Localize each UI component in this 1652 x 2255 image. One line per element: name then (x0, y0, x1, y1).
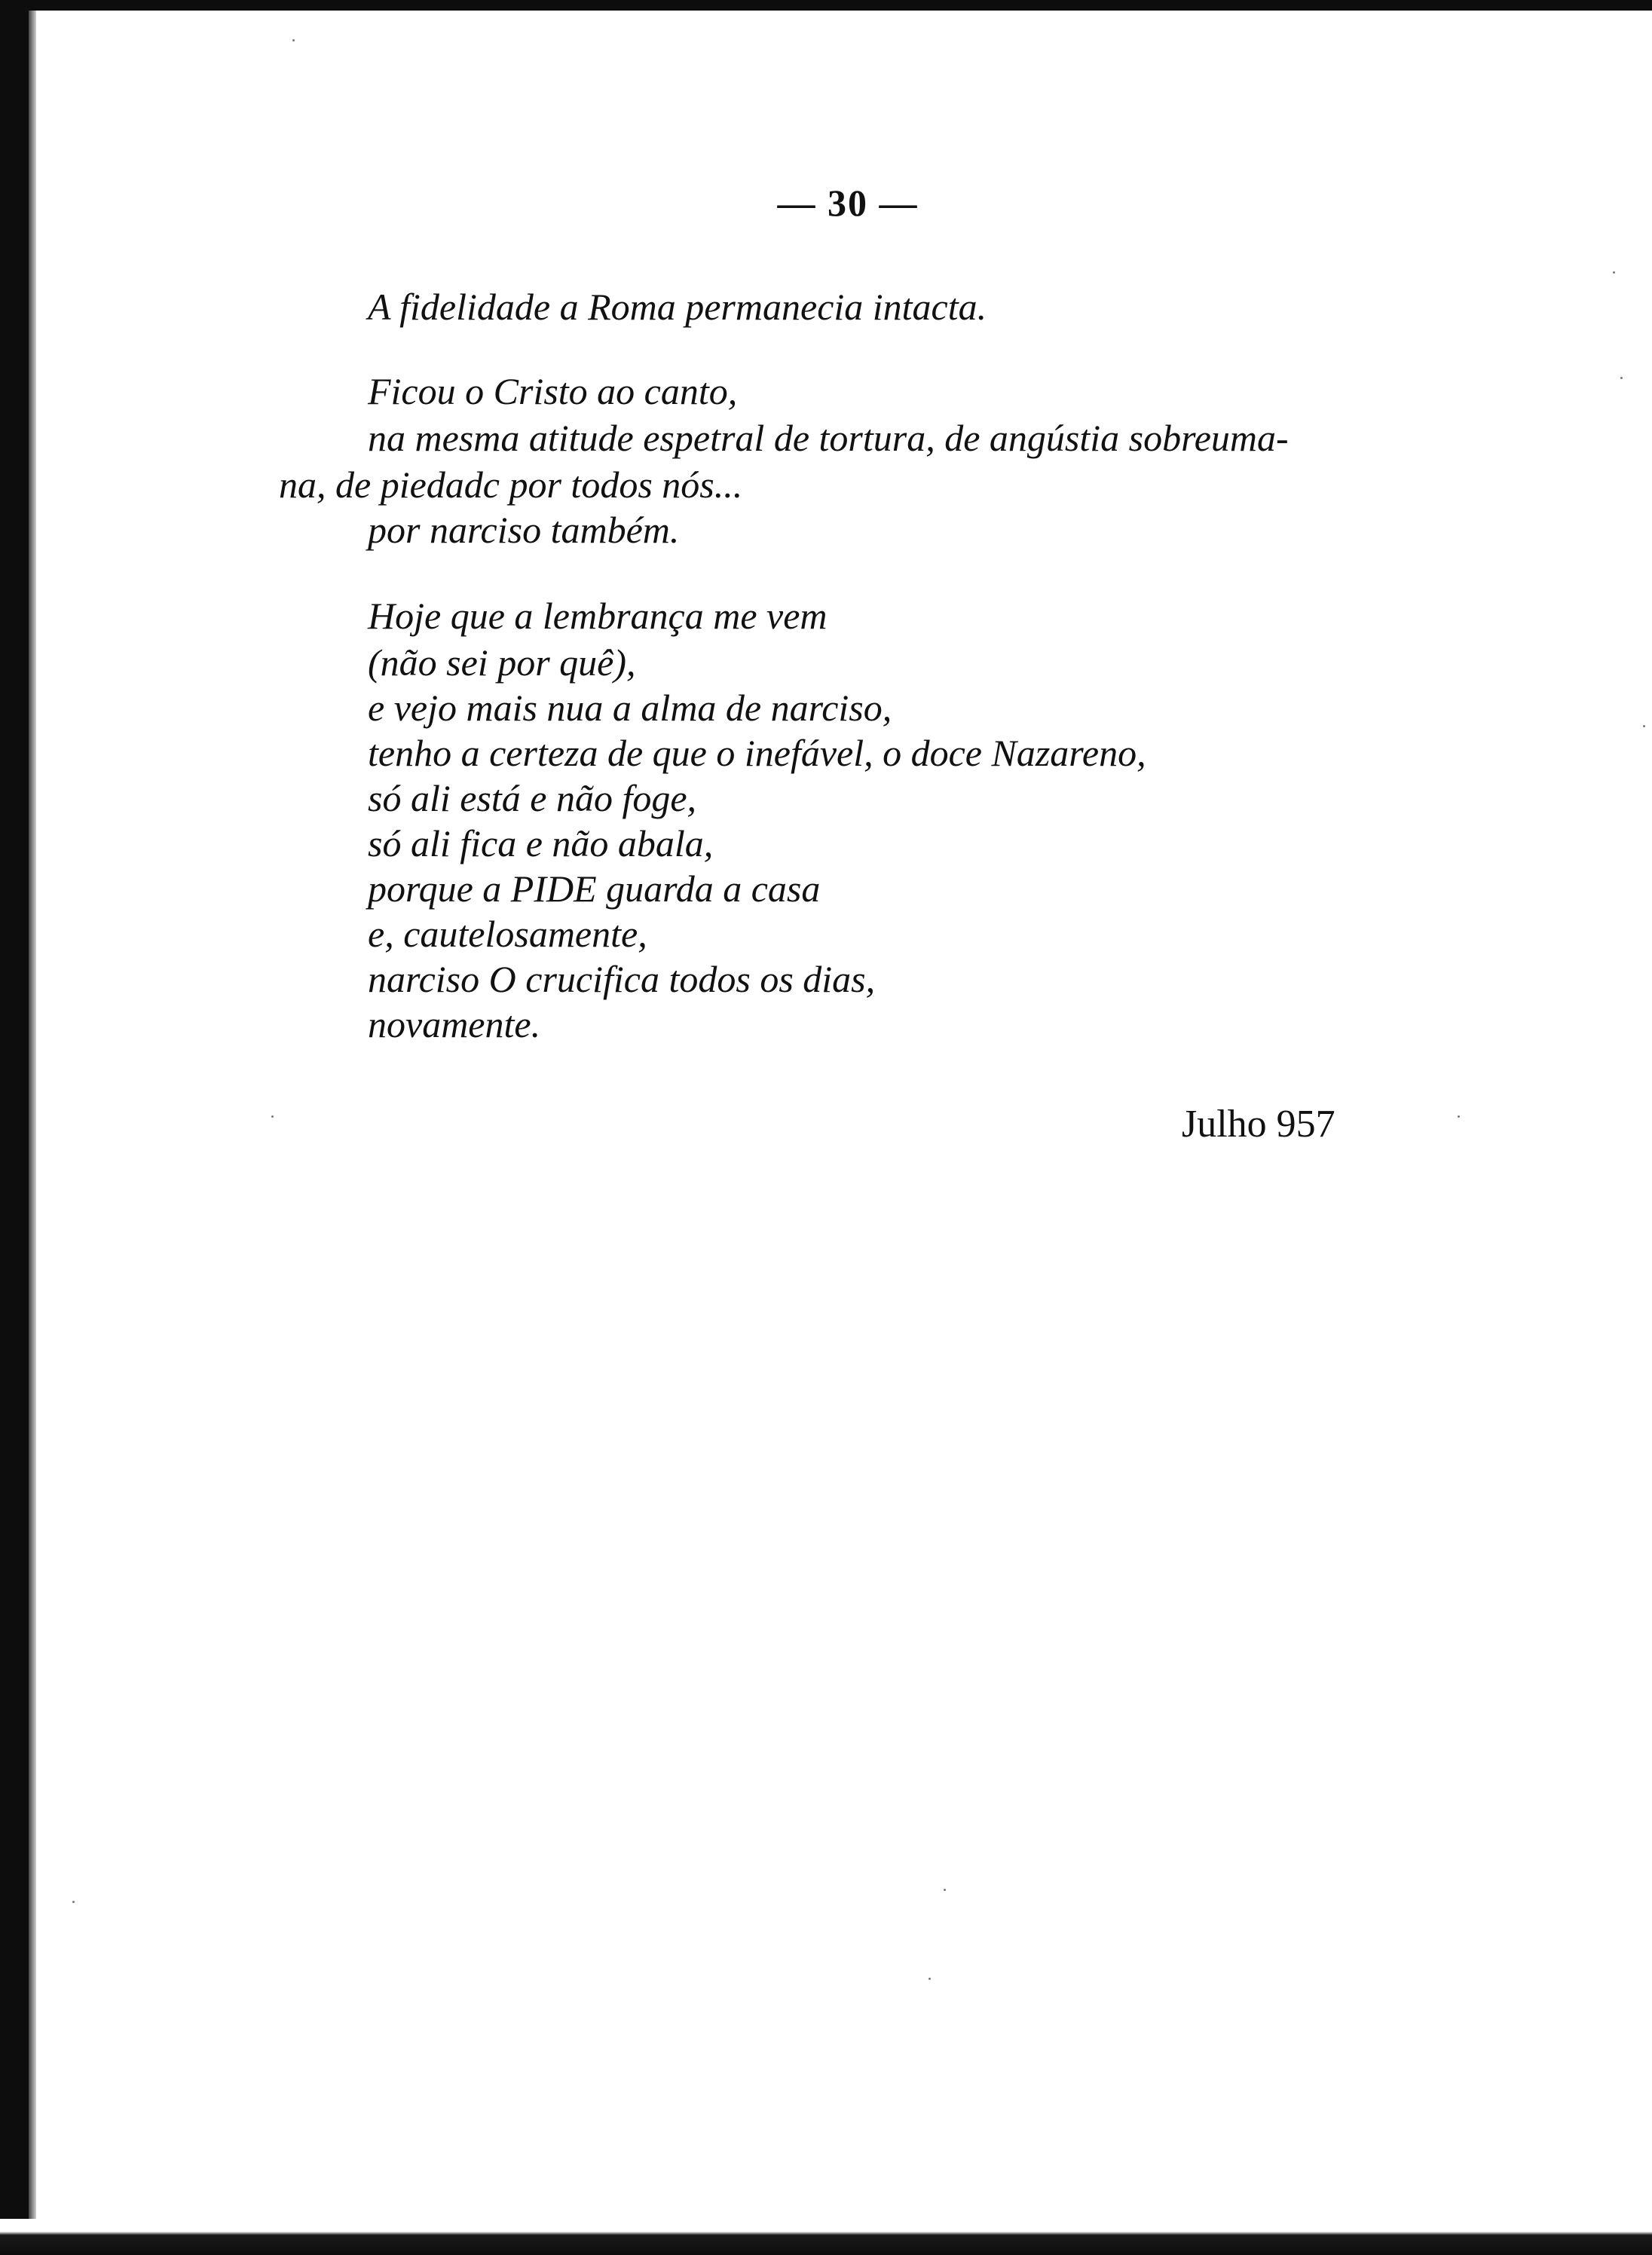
scan-border-top (0, 0, 1652, 11)
page-number: — 30 — (777, 182, 919, 224)
scan-speck (928, 1978, 931, 1980)
scan-border-left (0, 0, 29, 2255)
poem-line: tenho a certeza de que o inefável, o doce Nazareno, (368, 732, 1146, 774)
scan-speck (1643, 725, 1645, 727)
scan-speck (1620, 377, 1623, 379)
scan-gutter-shadow (29, 11, 36, 2226)
poem-line: (não sei por quê), (368, 641, 636, 684)
poem-line: narciso O crucifica todos os dias, (368, 958, 876, 1000)
poem-line: Hoje que a lembrança me vem (368, 595, 828, 637)
scan-border-bottom (0, 2219, 1652, 2255)
signoff-date: Julho 957 (1182, 1103, 1335, 1146)
poem-line: porque a PIDE guarda a casa (368, 867, 821, 910)
scan-speck (1613, 271, 1615, 274)
poem-line: Ficou o Cristo ao canto, (368, 370, 738, 412)
scan-speck (271, 1115, 274, 1118)
poem-line: só ali fica e não abala, (368, 822, 714, 864)
poem-line: e vejo mais nua a alma de narciso, (368, 687, 892, 729)
scan-speck (1458, 1115, 1460, 1118)
scan-speck (292, 39, 295, 41)
poem-line: e, cautelosamente, (368, 913, 647, 955)
poem-line: na, de piedadc por todos nós... (279, 464, 743, 506)
poem-line: A fidelidade a Roma permanecia intacta. (368, 286, 987, 328)
poem-line: novamente. (368, 1003, 541, 1045)
poem-line: só ali está e não foge, (368, 777, 697, 819)
scan-speck (944, 1889, 946, 1891)
scan-speck (72, 1901, 75, 1903)
poem-line: na mesma atitude espetral de tortura, de angústia sobreuma- (368, 417, 1289, 459)
poem-line: por narciso também. (368, 509, 680, 551)
